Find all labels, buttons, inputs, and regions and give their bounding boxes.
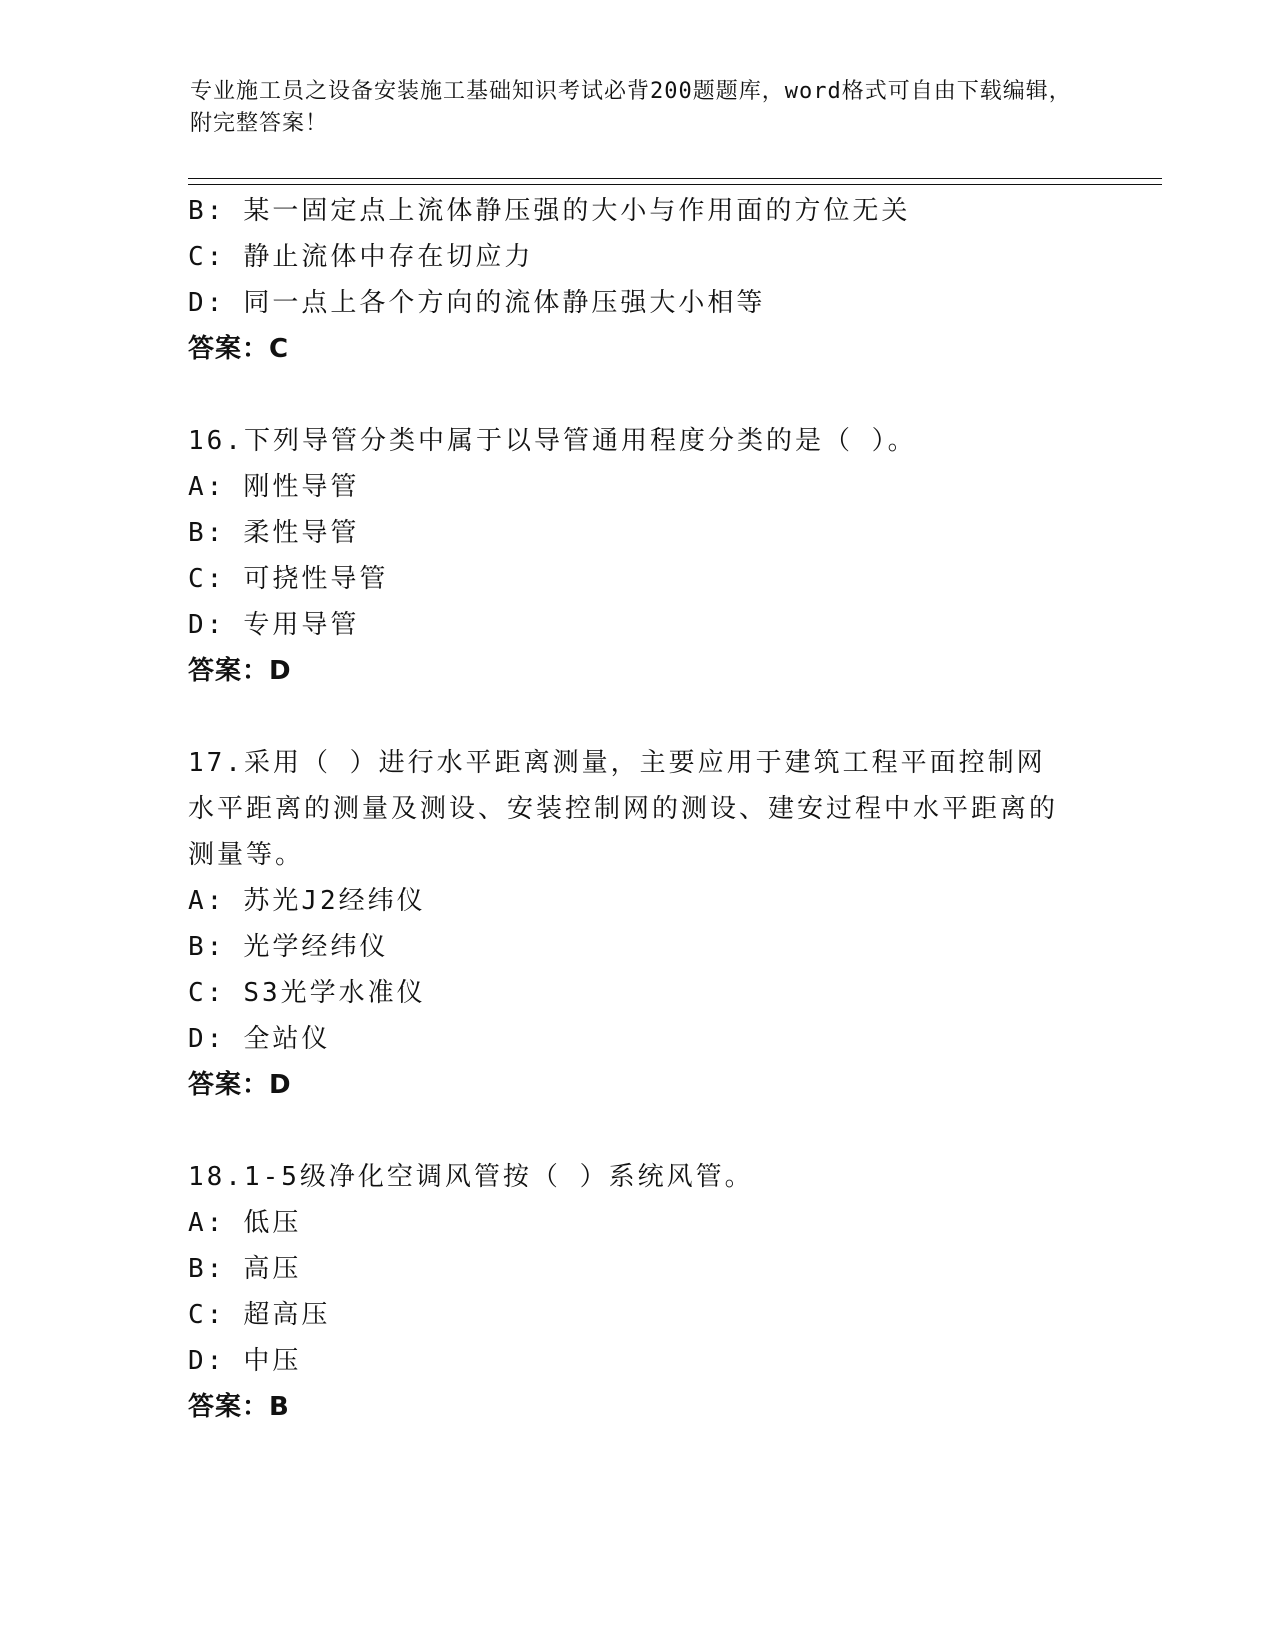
option-c: C: 超高压 <box>188 1300 331 1330</box>
option-b: B: 柔性导管 <box>188 518 360 548</box>
answer: 答案：D <box>188 1070 292 1100</box>
option-b: B: 某一固定点上流体静压强的大小与作用面的方位无关 <box>188 196 911 226</box>
question-16 <box>188 418 1068 694</box>
option-c: C: S3光学水准仪 <box>188 978 426 1008</box>
answer: 答案：D <box>188 656 292 686</box>
partial-question <box>188 188 1068 372</box>
option-c: C: 可挠性导管 <box>188 564 389 594</box>
question-text: 17.采用（ ）进行水平距离测量，主要应用于建筑工程平面控制网水平距离的测量及测设、安装控制网的测设、建安过程中水平距离的测量等。 <box>188 748 1059 870</box>
header-divider <box>188 178 1162 185</box>
option-d: D: 专用导管 <box>188 610 360 640</box>
option-a: A: 刚性导管 <box>188 472 360 502</box>
question-17 <box>188 740 1068 1108</box>
option-a: A: 苏光J2经纬仪 <box>188 886 426 916</box>
question-18 <box>188 1154 1068 1430</box>
header-text: 专业施工员之设备安装施工基础知识考试必背200题题库，word格式可自由下载编辑，附完整答案！ <box>190 79 1072 136</box>
document-body <box>188 188 1068 1430</box>
option-d: D: 中压 <box>188 1346 302 1376</box>
question-text: 16.下列导管分类中属于以导管通用程度分类的是（ ）。 <box>188 426 917 456</box>
answer: 答案：C <box>188 334 290 364</box>
option-b: B: 光学经纬仪 <box>188 932 389 962</box>
option-d: D: 全站仪 <box>188 1024 331 1054</box>
option-c: C: 静止流体中存在切应力 <box>188 242 534 272</box>
option-a: A: 低压 <box>188 1208 302 1238</box>
option-b: B: 高压 <box>188 1254 302 1284</box>
question-text: 18.1-5级净化空调风管按（ ）系统风管。 <box>188 1162 754 1192</box>
answer: 答案：B <box>188 1392 290 1422</box>
option-d: D: 同一点上各个方向的流体静压强大小相等 <box>188 288 766 318</box>
document-header <box>190 76 1090 140</box>
